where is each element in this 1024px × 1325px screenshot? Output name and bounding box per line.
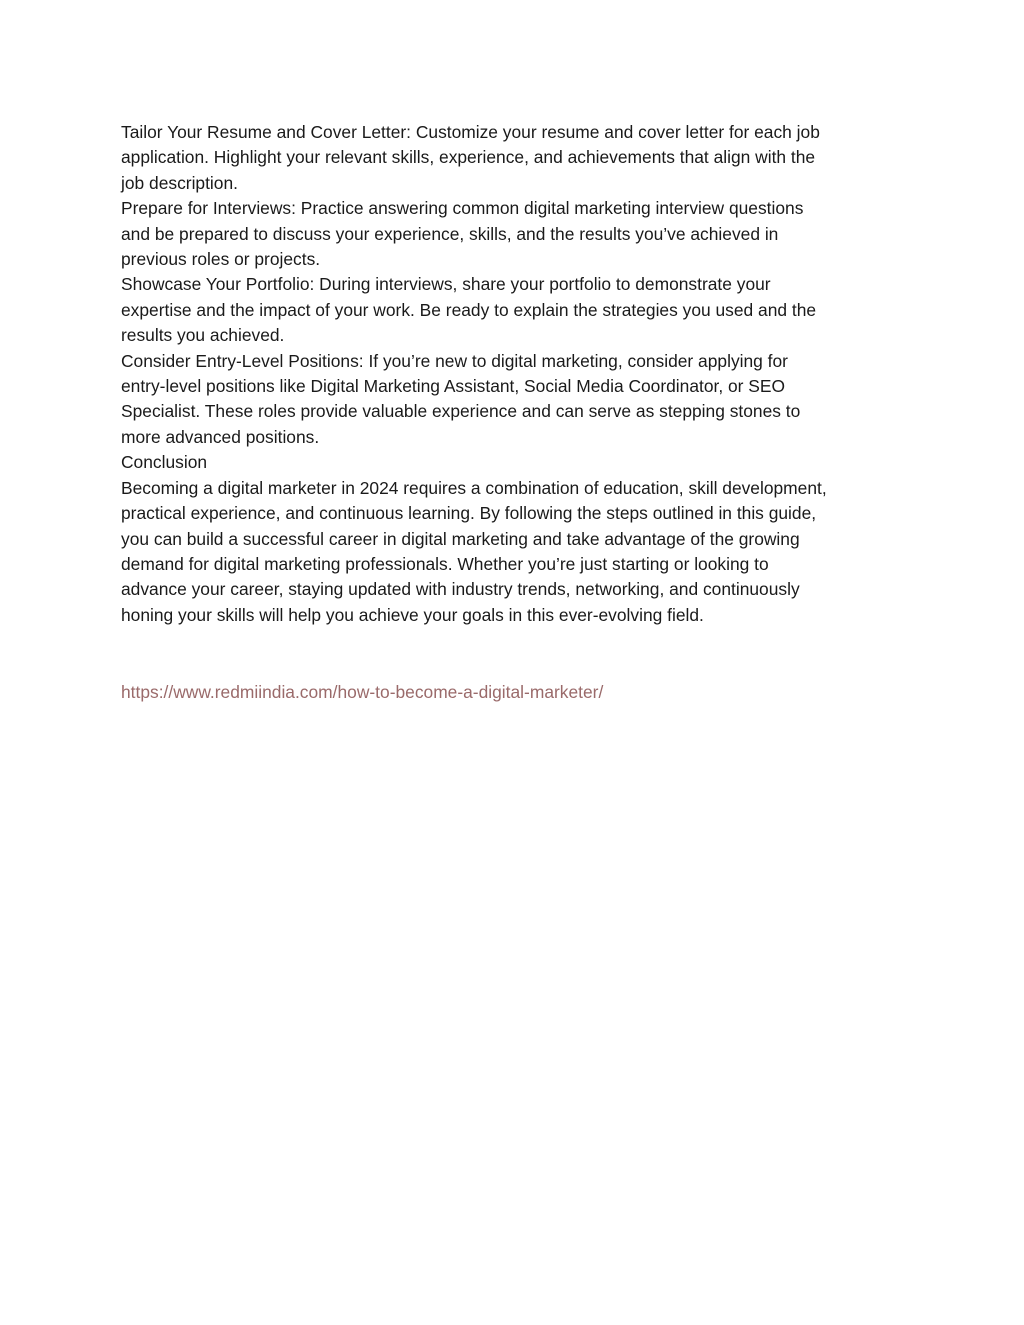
document-body [121, 120, 921, 628]
text-line: you can build a successful career in digital marketing and take advantage of the growing [121, 528, 800, 549]
text-line: expertise and the impact of your work. Be ready to explain the strategies you used and the [121, 299, 817, 320]
paragraph-showcase-portfolio [121, 272, 921, 348]
text-line: honing your skills will help you achieve your goals in this ever-evolving field. [121, 604, 704, 625]
text-line: demand for digital marketing professionals. Whether you’re just starting or looking to [121, 553, 769, 574]
text-line: application. Highlight your relevant skills, experience, and achievements that align with the [121, 147, 816, 168]
conclusion-heading [121, 450, 921, 475]
text-line: Showcase Your Portfolio: During interviews, share your portfolio to demonstrate your [121, 274, 771, 295]
text-line: results you achieved. [121, 325, 285, 346]
text-line: more advanced positions. [121, 426, 320, 447]
text-line: job description. [121, 172, 238, 193]
paragraph-entry-level [121, 349, 921, 451]
text-line: advance your career, staying updated with industry trends, networking, and continuously [121, 579, 800, 600]
text-line: Prepare for Interviews: Practice answering common digital marketing interview questions [121, 198, 804, 219]
paragraph-prepare-interviews [121, 196, 921, 272]
source-link[interactable]: https://www.redmiindia.com/how-to-become-a-digital-marketer/ [121, 682, 604, 702]
text-line: Specialist. These roles provide valuable experience and can serve as stepping stones to [121, 401, 801, 422]
heading-text: Conclusion [121, 452, 208, 473]
paragraph-conclusion [121, 476, 921, 628]
text-line: Tailor Your Resume and Cover Letter: Customize your resume and cover letter for each job [121, 122, 820, 142]
text-line: and be prepared to discuss your experience, skills, and the results you’ve achieved in [121, 223, 779, 244]
text-line: previous roles or projects. [121, 249, 321, 270]
text-line: Consider Entry-Level Positions: If you’re new to digital marketing, consider applying for [121, 350, 788, 371]
text-line: entry-level positions like Digital Marketing Assistant, Social Media Coordinator, or SEO [121, 376, 786, 397]
text-line: practical experience, and continuous learning. By following the steps outlined in this guide, [121, 503, 817, 524]
paragraph-tailor-resume [121, 120, 921, 196]
text-line: Becoming a digital marketer in 2024 requires a combination of education, skill development, [121, 477, 827, 498]
